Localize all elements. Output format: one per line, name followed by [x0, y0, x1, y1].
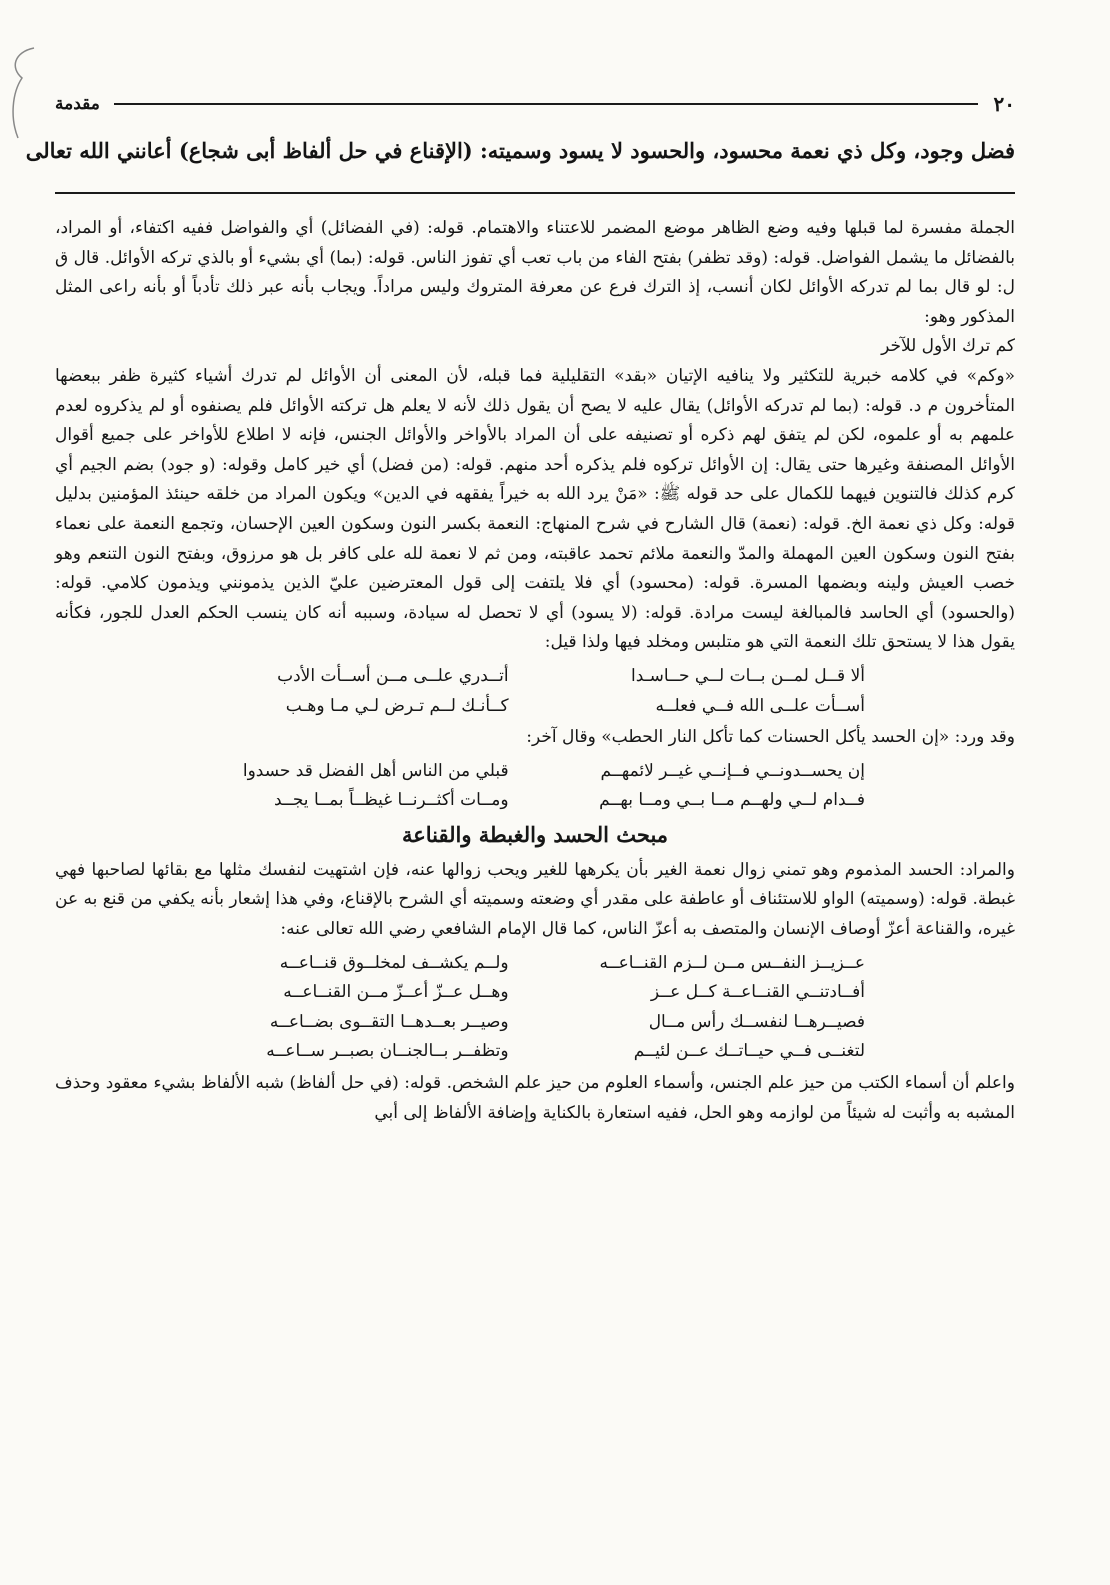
verse-hemistich-second: قبلي من الناس أهل الفضل قد حسدوا [242, 760, 509, 781]
commentary-paragraph-5: واعلم أن أسماء الكتب من حيز علم الجنس، وأسماء العلوم من حيز علم الشخص. قوله: (في حل ألفاظ) شبه الألفاظ بشيء معقود وحذف المشبه به وأثبت له شيئاً من لوازمه وهو الحل، ففيه استعارة بالكناية وإضافة الألفاظ إلى أبي [55, 1073, 1015, 1123]
commentary-paragraph-2: «وكم» في كلامه خبرية للتكثير ولا ينافيه الإتيان «بقد» التقليلية فما قبله، لأن المعنى أن الأوائل لم تدرك أشياء كثيرة ظفر ببعضها المتأخرون م د. قوله: (بما لم تدركه الأوائل) يقال عليه لا يصح أن يقول ذلك لأنه لا يعلم هل تركته الأوائل فلم يصنفوه أو لم يذكروه لعدم علمهم به أو علموه، لكن لم يتفق لهم ذكره أو تصنيفه على أن المراد بالأواخر والأوائل الجنس، فإنه لا اطلاع للأواخر على جميع أقوال الأوائل المصنفة وغيرها حتى يقال: إن الأوائل تركوه فلم يذكره أحد منهم. قوله: (من فضل) أي خير كامل وقوله: (و جود) بضم الجيم أي كرم كذلك فالتنوين فيهما للكمال على حد قوله ﷺ: «مَنْ يرد الله به خيراً يفقهه في الدين» ويكون المراد من خلقه حينئذ المؤمنين بدليل قوله: وكل ذي نعمة الخ. قوله: (نعمة) قال الشارح في شرح المنهاج: النعمة بكسر النون وسكون العين الإحسان، وتجمع النعمة على نعماء بفتح النون وسكون العين المهملة والمدّ والنعمة ملائم تحمد عاقبته، ومن ثم لا نعمة لله على كافر بل هو مرزوق، وبفتح النون التنعم وهو خصب العيش ولينه وبضمها المسرة. قوله: (محسود) أي فلا يلتفت إلى قول المعترضين عليّ الذين يذمونني ويذمون كلامي. قوله: (والحسود) أي الحاسد فالمبالغة ليست مرادة. قوله: (لا يسود) أي لا تحصل له سيادة، وسببه أنه كان ينسب الحكم العدل للجور، فكأنه يقول هذا لا يستحق تلك النعمة التي هو متلبس ومخلد فيها ولذا قيل: [55, 365, 1015, 653]
verse-line [205, 757, 865, 787]
section-title: مقدمة [55, 94, 100, 114]
verse-hemistich-first: لتغنــى فــي حيــاتــك عــن لئيــم [633, 1041, 865, 1062]
verse-hemistich-second: كــأنـك لــم تـرض لـي مـا وهـب [285, 695, 509, 716]
commentary-paragraph-3: وقد ورد: «إن الحسد يأكل الحسنات كما تأكل النار الحطب» وقال آخر: [526, 727, 1015, 748]
poem-3 [205, 949, 865, 1067]
verse-hemistich-first: أفــادتنــي القنــاعــة كــل عــز [650, 982, 865, 1003]
main-text-line: فضل وجود، وكل ذي نعمة محسود، والحسود لا يسود وسميته: (الإقناع في حل ألفاظ أبى شجاع) أعانني الله تعالى [25, 138, 1015, 163]
commentary-paragraph-1: الجملة مفسرة لما قبلها وفيه وضع الظاهر موضع المضمر للاعتناء والاهتمام. قوله: (في الفضائل) أي والفواضل ففيه اكتفاء، أو المراد، بالفضائل ما يشمل الفواضل. قوله: (وقد تظفر) بفتح الفاء من باب تعب أي تفوز الناس. قوله: (بما) أي بشيء أو بالذي تركه الأوائل. قال ق ل: لو قال بما لم تدركه الأوائل لكان أنسب، إذ الترك فرع عن معرفة المتروك وليس مراداً. ويجاب بأنه عبر ذلك تأدباً أو بأنه راعى المثل المذكور وهو: [55, 218, 1015, 327]
proverb-line: كم ترك الأول للآخر [881, 336, 1015, 357]
verse-hemistich-second: ولــم يكشــف لمخلــوق قنــاعــه [279, 952, 509, 973]
verse-hemistich-first: إن يحســدونــي فــإنــي غيــر لائمهــم [600, 760, 865, 781]
verse-line [205, 1037, 865, 1067]
page-number: ٢٠ [993, 92, 1015, 116]
verse-hemistich-first: ألا قــل لمــن بــات لــي حــاسـدا [630, 665, 865, 686]
verse-line [205, 978, 865, 1008]
commentary-paragraph-4: والمراد: الحسد المذموم وهو تمني زوال نعمة الغير بأن يكرهها للغير ويحب زوالها عنه، فإن اشتهيت لنفسك مثلها مع بقائها لصاحبها فهي غبطة. قوله: (وسميته) الواو للاستئناف أو عاطفة على مقدر أي وضعته وسميته أي الشرح بالإقناع، وفي هذا إشعار بأنه يكفي من قنع به عن غيره، والقناعة أعزّ أوصاف الإنسان والمتصف به أعزّ الناس، كما قال الإمام الشافعي رضي الله تعالى عنه: [55, 859, 1015, 940]
poem-2 [205, 757, 865, 816]
header-rule [114, 103, 978, 105]
verse-hemistich-first: فــدام لــي ولهــم مــا بــي ومــا بهــم [599, 790, 865, 811]
page-header [55, 86, 1015, 122]
verse-hemistich-first: فصيــرهــا لنفســك رأس مــال [648, 1011, 865, 1032]
chapter-title: مبحث الحسد والغبطة والقناعة [401, 821, 669, 847]
matn-divider [55, 192, 1015, 194]
verse-hemistich-second: وتظفــر بــالجنــان بصبــر ســاعــه [266, 1041, 509, 1062]
scan-margin-mark [4, 38, 44, 148]
verse-line [205, 1008, 865, 1038]
verse-hemistich-second: وصيــر بعــدهــا التقــوى بضــاعــه [269, 1011, 509, 1032]
commentary [55, 214, 1015, 1128]
verse-hemistich-second: وهــل عــزّ أعــزّ مــن القنــاعــه [283, 982, 509, 1003]
verse-line [205, 692, 865, 722]
poem-1 [205, 662, 865, 721]
verse-line [205, 949, 865, 979]
verse-hemistich-second: ومــات أكثــرنــا غيظــاً بمــا يجــد [273, 790, 509, 811]
verse-line [205, 662, 865, 692]
verse-hemistich-second: أتــدري علــى مــن أســأت الأدب [277, 665, 509, 686]
verse-hemistich-first: أســأت علــى الله فــي فعلــه [655, 695, 865, 716]
verse-line [205, 786, 865, 816]
verse-hemistich-first: عــزيــز النفــس مــن لــزم القنــاعــه [599, 952, 865, 973]
